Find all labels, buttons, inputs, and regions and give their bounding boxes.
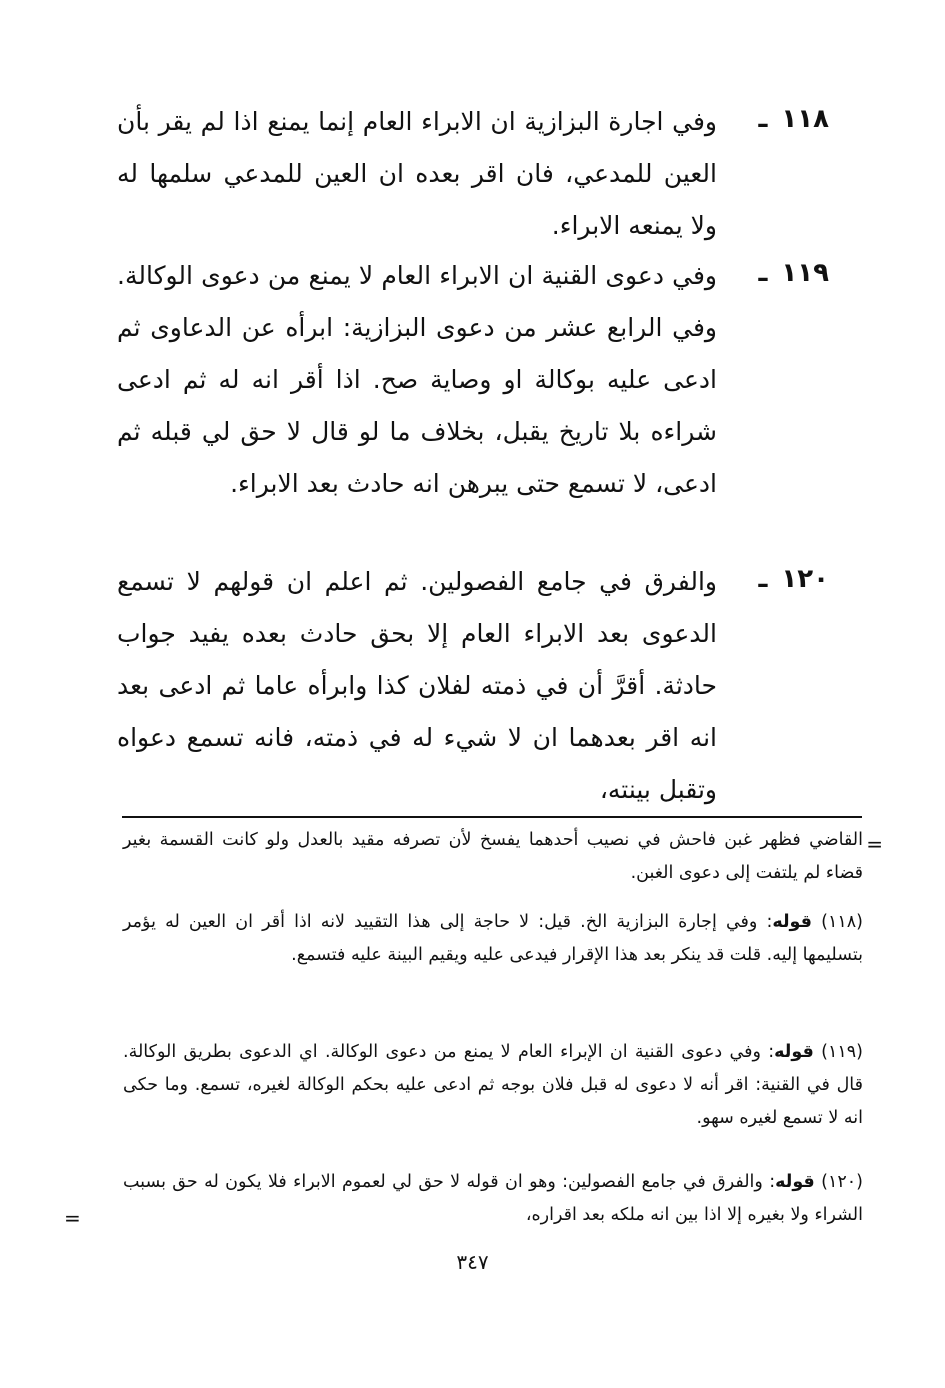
entry-dash: ـ xyxy=(758,564,768,594)
footnote-text: : والفرق في جامع الفصولين: وهو ان قوله لا حق لي لعموم الابراء فلا يكون له حق بسبب الشراء ولا بغيره إلا اذا بين انه ملكه بعد اقراره، xyxy=(123,1172,863,1225)
entry-text-118: وفي اجارة البزازية ان الابراء العام إنما يمنع اذا لم يقر بأن العين للمدعي، فان اقر بعده ان العين للمدعي سلمها له ولا يمنعه الابراء. xyxy=(117,107,717,240)
footnote-continuation: القاضي فظهر غبن فاحش في نصيب أحدهما يفسخ لأن تصرفه مقيد بالعدل ولو كانت القسمة بغير قضاء لم يلتفت إلى دعوى الغبن. xyxy=(123,830,863,883)
entry-text-119: وفي دعوى القنية ان الابراء العام لا يمنع من دعوى الوكالة. وفي الرابع عشر من دعوى البزازية: ابرأه عن الدعاوى ثم ادعى عليه بوكالة او وصاية صح. اذا أقر انه له ثم ادعى شراءه بلا تاريخ يقبل، بخلاف ما لو قال لا حق لي قبله ثم ادعى، لا تسمع حتى يبرهن انه حادث بعد الابراء. xyxy=(117,261,717,498)
footnote-lead: قوله xyxy=(774,1042,814,1062)
entry-number-120 xyxy=(719,564,829,594)
entry-number: ١١٩ xyxy=(781,258,829,288)
footnote-120 xyxy=(123,1166,863,1232)
entry-dash: ـ xyxy=(758,104,768,134)
footnote-lead: قوله xyxy=(772,912,812,932)
footnote-separator xyxy=(122,816,862,818)
page-number: ٣٤٧ xyxy=(456,1250,489,1274)
entry-text-120: والفرق في جامع الفصولين. ثم اعلم ان قولهم لا تسمع الدعوى بعد الابراء العام إلا بحق حادث بعده يفيد جواب حادثة. أقرَّ أن في ذمته لفلان كذا وابرأه عاما ثم ادعى بعد انه اقر بعدهما ان لا شيء له في ذمته، فانه تسمع دعواه وتقبل بينته، xyxy=(117,567,717,804)
footnote-118 xyxy=(123,906,863,972)
footnote-text: : وفي إجارة البزازية الخ. قيل: لا حاجة إلى هذا التقييد لانه اذا أقر ان العين له يؤمر بتسليمها إليه. قلت قد ينكر بعد هذا الإقرار فيدعى عليه ويقيم البينة عليه فتسمع. xyxy=(123,912,863,965)
footnote-end-mark: = xyxy=(64,1206,81,1230)
entry-number-119 xyxy=(719,258,829,288)
footnote-lead: قوله xyxy=(775,1172,815,1192)
footnote-ref: (١١٨) xyxy=(821,912,863,932)
footnote-continuation-mark: = xyxy=(866,832,883,856)
footnote-ref: (١١٩) xyxy=(821,1042,863,1062)
entry-number: ١١٨ xyxy=(781,104,829,134)
entry-number: ١٢٠ xyxy=(781,564,829,594)
footnote-text: : وفي دعوى القنية ان الإبراء العام لا يمنع من دعوى الوكالة. اي الدعوى بطريق الوكالة. قال في القنية: اقر أنه لا دعوى له قبل فلان بوجه ثم ادعى عليه بحكم الوكالة لغيره، تسمع. وما حكى انه لا تسمع لغيره سهو. xyxy=(123,1042,863,1128)
entry-dash: ـ xyxy=(758,258,768,288)
footnote-119 xyxy=(123,1036,863,1135)
footnote-ref: (١٢٠) xyxy=(821,1172,863,1192)
entry-number-118 xyxy=(719,104,829,134)
